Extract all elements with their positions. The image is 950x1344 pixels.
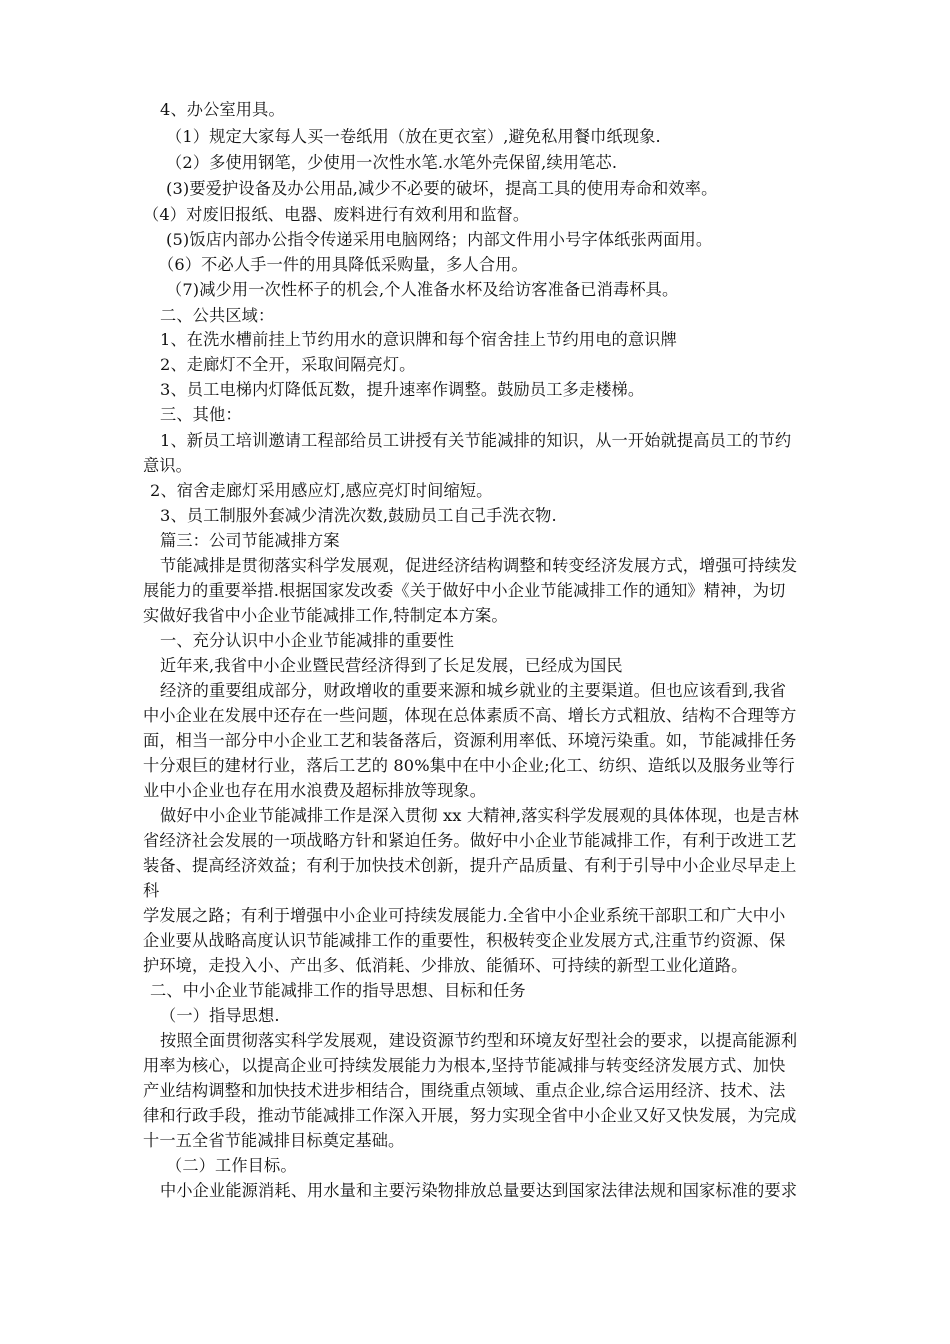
text-line: 实做好我省中小企业节能减排工作,特制定本方案。 [143, 606, 508, 625]
text-line: 用率为核心，以提高企业可持续发展能力为根本,坚持节能减排与转变经济发展方式、加快 [143, 1056, 786, 1075]
section-heading: 二、公共区域： [160, 306, 275, 325]
text-line: （4）对废旧报纸、电器、废料进行有效利用和监督。 [143, 205, 530, 224]
text-line: 中小企业在发展中还存在一些问题，体现在总体素质不高、增长方式粗放、结构不合理等方 [143, 706, 797, 725]
text-line: 企业要从战略高度认识节能减排工作的重要性，积极转变企业发展方式,注重节约资源、保 [143, 931, 786, 950]
text-line: 近年来,我省中小企业暨民营经济得到了长足发展，已经成为国民 [160, 656, 623, 675]
text-line: 经济的重要组成部分，财政增收的重要来源和城乡就业的主要渠道。但也应该看到,我省 [160, 681, 787, 700]
text-line: 业中小企业也存在用水浪费及超标排放等现象。 [143, 781, 487, 800]
text-line: 节能减排是贯彻落实科学发展观，促进经济结构调整和转变经济发展方式，增强可持续发 [160, 556, 798, 575]
text-line: 2、走廊灯不全开，采取间隔亮灯。 [160, 355, 416, 374]
text-line: (3)要爱护设备及办公用品,减少不必要的破坏，提高工具的使用寿命和效率。 [166, 179, 718, 198]
text-line: （2）多使用钢笔，少使用一次性水笔.水笔外壳保留,续用笔芯. [166, 153, 618, 172]
text-line: （7)减少用一次性杯子的机会,个人准备水杯及给访客准备已消毒杯具。 [166, 280, 679, 299]
text-line: 十分艰巨的建材行业，落后工艺的 80%集中在中小企业;化工、纺织、造纸以及服务业等行 [143, 756, 795, 775]
text-line: 律和行政手段，推动节能减排工作深入开展，努力实现全省中小企业又好又快发展，为完成 [143, 1106, 797, 1125]
section-heading: 一、充分认识中小企业节能减排的重要性 [160, 631, 455, 650]
text-line: 3、员工制服外套减少清洗次数,鼓励员工自己手洗衣物. [160, 506, 557, 525]
section-heading: 三、其他： [160, 405, 242, 424]
text-line: (5)饭店内部办公指令传递采用电脑网络；内部文件用小号字体纸张两面用。 [166, 230, 713, 249]
text-line: 科 [143, 881, 160, 900]
text-line: 面，相当一部分中小企业工艺和装备落后，资源利用率低、环境污染重。如，节能减排任务 [143, 731, 797, 750]
text-line: 产业结构调整和加快技术进步相结合，围绕重点领域、重点企业,综合运用经济、技术、法 [143, 1081, 786, 1100]
text-line: 中小企业能源消耗、用水量和主要污染物排放总量要达到国家法律法规和国家标准的要求 [160, 1181, 798, 1200]
text-line: 4、办公室用具。 [160, 100, 285, 119]
text-line: 做好中小企业节能减排工作是深入贯彻 xx 大精神,落实科学发展观的具体体现，也是吉林 [160, 806, 799, 825]
subsection-heading: （一）指导思想. [160, 1006, 280, 1025]
text-line: 十一五全省节能减排目标奠定基础。 [143, 1131, 405, 1150]
text-line: 展能力的重要举措.根据国家发改委《关于做好中小企业节能减排工作的通知》精神，为切 [143, 581, 786, 600]
subsection-heading: （二）工作目标。 [166, 1156, 297, 1175]
text-line: 意识。 [143, 456, 193, 475]
text-line: 学发展之路；有利于增强中小企业可持续发展能力.全省中小企业系统干部职工和广大中小 [143, 906, 786, 925]
text-line: （6）不必人手一件的用具降低采购量，多人合用。 [158, 255, 528, 274]
section-heading: 二、中小企业节能减排工作的指导思想、目标和任务 [150, 981, 526, 1000]
text-line: 装备、提高经济效益；有利于加快技术创新，提升产品质量、有利于引导中小企业尽早走上 [143, 856, 797, 875]
text-line: （1）规定大家每人买一卷纸用（放在更衣室）,避免私用餐巾纸现象. [166, 127, 661, 146]
text-line: 省经济社会发展的一项战略方针和紧迫任务。做好中小企业节能减排工作，有利于改进工艺 [143, 831, 797, 850]
text-line: 护环境，走投入小、产出多、低消耗、少排放、能循环、可持续的新型工业化道路。 [143, 956, 748, 975]
text-line: 1、新员工培训邀请工程部给员工讲授有关节能减排的知识，从一开始就提高员工的节约 [160, 431, 792, 450]
text-line: 3、员工电梯内灯降低瓦数，提升速率作调整。鼓励员工多走楼梯。 [160, 380, 645, 399]
text-line: 按照全面贯彻落实科学发展观，建设资源节约型和环境友好型社会的要求，以提高能源利 [160, 1031, 798, 1050]
text-line: 1、在洗水槽前挂上节约用水的意识牌和每个宿舍挂上节约用电的意识牌 [160, 330, 677, 349]
article-heading: 篇三：公司节能减排方案 [160, 531, 340, 550]
text-line: 2、宿舍走廊灯采用感应灯,感应亮灯时间缩短。 [150, 481, 493, 500]
